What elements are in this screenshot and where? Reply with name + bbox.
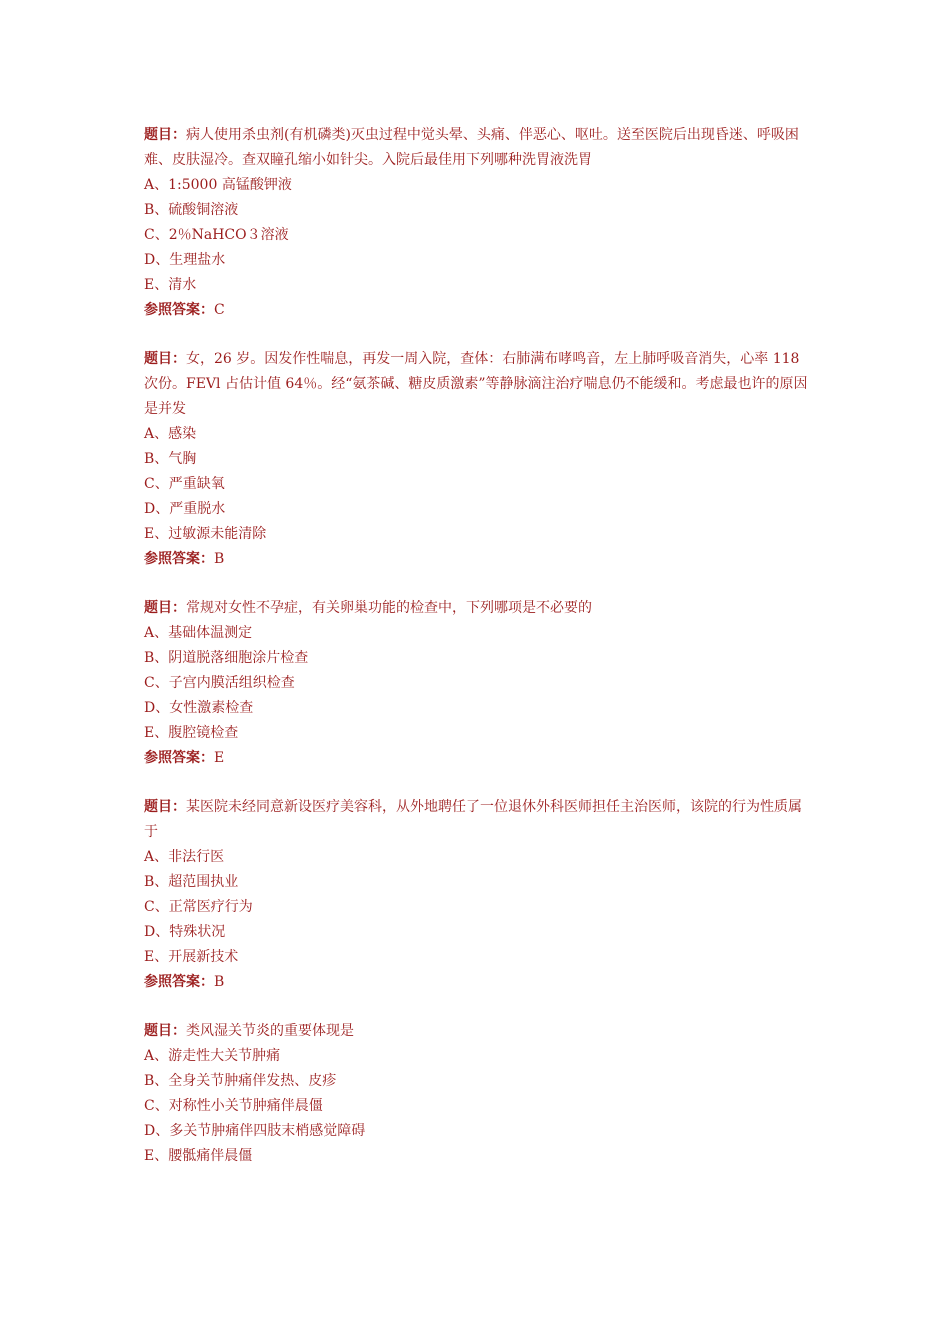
- option: E、开展新技术: [144, 949, 239, 965]
- question-label: 题目：: [144, 600, 186, 616]
- answer-line: [144, 547, 808, 572]
- option: A、1:5000 高锰酸钾液: [144, 177, 292, 193]
- question-text: 病人使用杀虫剂(有机磷类)灭虫过程中觉头晕、头痛、伴恶心、呕吐。送至医院后出现昏迷、呼吸困难、皮肤湿冷。查双瞳孔缩小如针尖。入院后最佳用下列哪种洗胃液洗胃: [144, 127, 799, 168]
- answer-line: [144, 746, 808, 771]
- answer-label: 参照答案：: [144, 551, 214, 567]
- question-block: [144, 596, 808, 771]
- document-page: [144, 123, 808, 1193]
- option: C、2％NaHCO３溶液: [144, 227, 289, 243]
- question-text: 女，26 岁。因发作性喘息，再发一周入院，查体：右肺满布哮鸣音，左上肺呼吸音消失，心率 118次份。FEVl 占估计值 64％。经“氨茶碱、糖皮质激素”等静脉滴注治疗喘息仍不能缓和。考虑最也许的原因是并发: [144, 351, 808, 417]
- option: D、多关节肿痛伴四肢末梢感觉障碍: [144, 1123, 366, 1139]
- answer-label: 参照答案：: [144, 750, 214, 766]
- question-stem: [144, 123, 808, 173]
- question-stem: [144, 1019, 808, 1044]
- answer-label: 参照答案：: [144, 302, 214, 318]
- option: A、游走性大关节肿痛: [144, 1048, 281, 1064]
- option: B、硫酸铜溶液: [144, 202, 239, 218]
- question-label: 题目：: [144, 127, 186, 143]
- option: E、过敏源未能清除: [144, 526, 267, 542]
- option: B、超范围执业: [144, 874, 239, 890]
- option: C、正常医疗行为: [144, 899, 253, 915]
- option: C、子宫内膜活组织检查: [144, 675, 295, 691]
- answer-line: [144, 298, 808, 323]
- option: B、阴道脱落细胞涂片检查: [144, 650, 309, 666]
- answer-value: B: [214, 551, 225, 567]
- option: D、特殊状况: [144, 924, 226, 940]
- question-block: [144, 1019, 808, 1169]
- question-label: 题目：: [144, 351, 186, 367]
- option: A、感染: [144, 426, 197, 442]
- option: D、生理盐水: [144, 252, 226, 268]
- option: A、非法行医: [144, 849, 225, 865]
- option: B、全身关节肿痛伴发热、皮疹: [144, 1073, 337, 1089]
- option: E、腹腔镜检查: [144, 725, 239, 741]
- question-stem: [144, 347, 808, 422]
- question-text: 常规对女性不孕症，有关卵巢功能的检查中，下列哪项是不必要的: [186, 600, 592, 616]
- answer-line: [144, 970, 808, 995]
- option: A、基础体温测定: [144, 625, 253, 641]
- option: E、腰骶痛伴晨僵: [144, 1148, 253, 1164]
- option: D、女性激素检查: [144, 700, 254, 716]
- question-block: [144, 123, 808, 323]
- answer-value: C: [214, 302, 225, 318]
- question-text: 类风湿关节炎的重要体现是: [186, 1023, 354, 1039]
- question-stem: [144, 596, 808, 621]
- option: E、清水: [144, 277, 197, 293]
- answer-label: 参照答案：: [144, 974, 214, 990]
- question-block: [144, 347, 808, 572]
- question-label: 题目：: [144, 1023, 186, 1039]
- option: B、气胸: [144, 451, 197, 467]
- option: C、严重缺氧: [144, 476, 225, 492]
- answer-value: E: [214, 750, 225, 766]
- option: D、严重脱水: [144, 501, 226, 517]
- question-text: 某医院未经同意新设医疗美容科，从外地聘任了一位退休外科医师担任主治医师，该院的行为性质属于: [144, 799, 802, 840]
- option: C、对称性小关节肿痛伴晨僵: [144, 1098, 323, 1114]
- answer-value: B: [214, 974, 225, 990]
- question-label: 题目：: [144, 799, 186, 815]
- question-block: [144, 795, 808, 995]
- question-stem: [144, 795, 808, 845]
